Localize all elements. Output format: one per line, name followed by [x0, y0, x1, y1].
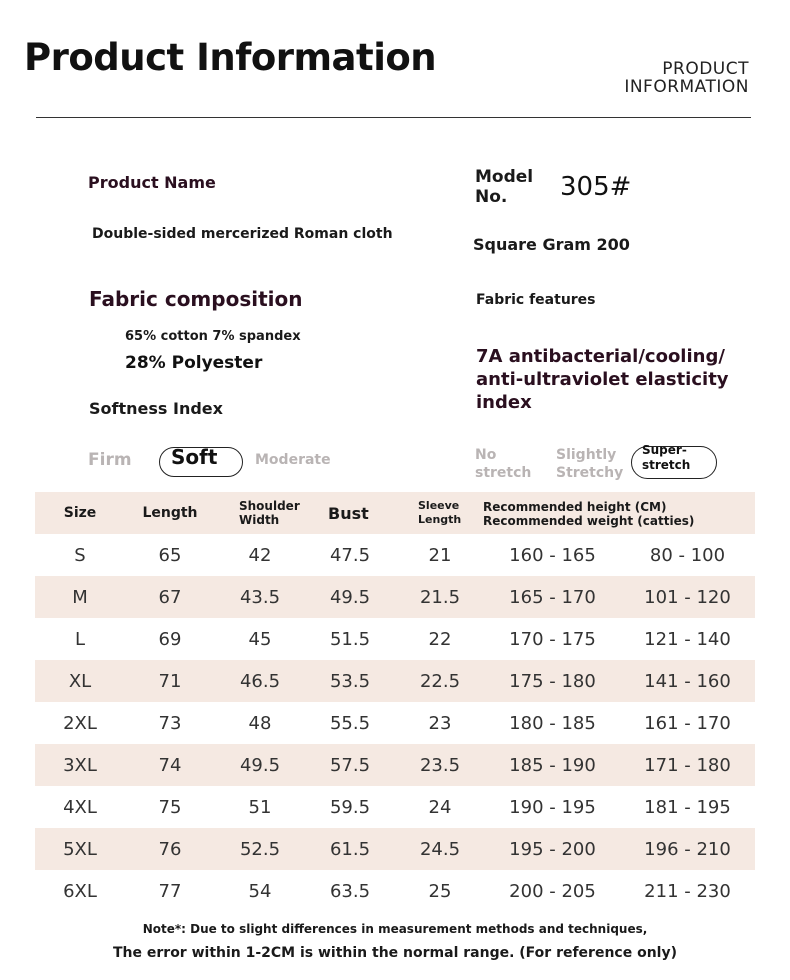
cell-bust: 59.5 [329, 796, 371, 818]
cell-weight: 211 - 230 [644, 880, 731, 902]
cell-shoulder: 54 [248, 880, 272, 902]
cell-shoulder: 51 [248, 796, 272, 818]
cell-sleeve: 24 [428, 796, 452, 818]
header-sleeve-line1: Sleeve [418, 499, 460, 512]
header-shoulder-line2: Width [239, 513, 280, 527]
cell-sleeve: 21 [428, 544, 452, 566]
cell-weight: 80 - 100 [649, 544, 726, 566]
cell-length: 65 [158, 544, 182, 566]
cell-height: 195 - 200 [509, 838, 596, 860]
cell-weight: 181 - 195 [644, 796, 731, 818]
cell-sleeve: 23 [428, 712, 452, 734]
cell-size: M [72, 586, 88, 608]
cell-shoulder: 45 [248, 628, 272, 650]
table-row [35, 828, 755, 870]
model-label-line2: No. [475, 187, 508, 207]
cell-size: S [74, 544, 86, 566]
cell-bust: 55.5 [329, 712, 371, 734]
cell-height: 185 - 190 [509, 754, 596, 776]
table-row [35, 786, 755, 828]
cell-bust: 61.5 [329, 838, 371, 860]
table-row [35, 660, 755, 702]
page-title: Product Information [24, 36, 437, 79]
softness-option-firm: Firm [88, 450, 132, 470]
cell-shoulder: 46.5 [239, 670, 281, 692]
table-row [35, 870, 755, 912]
table-row [35, 744, 755, 786]
cell-shoulder: 49.5 [239, 754, 281, 776]
cell-weight: 141 - 160 [644, 670, 731, 692]
cell-size: L [74, 628, 86, 650]
softness-index-label: Softness Index [89, 399, 223, 418]
fabric-composition-line1: 65% cotton 7% spandex [125, 329, 301, 344]
cell-height: 180 - 185 [509, 712, 596, 734]
header-shoulder-width [215, 492, 305, 534]
note-line2: The error within 1-2CM is within the normal range. (For reference only) [113, 945, 677, 961]
cell-bust: 63.5 [329, 880, 371, 902]
cell-shoulder: 42 [248, 544, 272, 566]
cell-bust: 47.5 [329, 544, 371, 566]
cell-length: 71 [158, 670, 182, 692]
header-sleeve-line2: Length [418, 513, 462, 526]
model-number-label [475, 167, 533, 207]
cell-sleeve: 25 [428, 880, 452, 902]
cell-weight: 171 - 180 [644, 754, 731, 776]
cell-weight: 196 - 210 [644, 838, 731, 860]
cell-sleeve: 23.5 [419, 754, 461, 776]
cell-shoulder: 52.5 [239, 838, 281, 860]
title-en-line1: PRODUCT [662, 59, 749, 79]
fabric-composition-label: Fabric composition [89, 287, 303, 311]
cell-length: 73 [158, 712, 182, 734]
cell-sleeve: 24.5 [419, 838, 461, 860]
cell-size: 6XL [63, 880, 97, 902]
header-sleeve-length [395, 492, 485, 534]
fabric-features-value: 7A antibacterial/cooling/ anti-ultraviolet elasticity index [476, 346, 729, 413]
cell-height: 175 - 180 [509, 670, 596, 692]
header-length: Length [142, 505, 198, 521]
cell-size: XL [68, 670, 92, 692]
product-name-label: Product Name [88, 173, 216, 192]
header-recommended: Recommended height (CM) Recommended weight (catties) [483, 500, 695, 528]
cell-height: 190 - 195 [509, 796, 596, 818]
cell-weight: 161 - 170 [644, 712, 731, 734]
table-header-row [35, 492, 755, 534]
stretch-none-line2: stretch [475, 465, 532, 481]
table-body [35, 534, 755, 912]
stretch-slight-line1: Slightly [556, 447, 617, 463]
cell-size: 2XL [63, 712, 97, 734]
softness-option-soft: Soft [171, 445, 218, 469]
cell-sleeve: 22 [428, 628, 452, 650]
fabric-composition-line2: 28% Polyester [125, 353, 263, 373]
cell-weight: 101 - 120 [644, 586, 731, 608]
cell-size: 5XL [63, 838, 97, 860]
table-row [35, 576, 755, 618]
stretch-option-none [475, 446, 531, 482]
cell-bust: 53.5 [329, 670, 371, 692]
header-shoulder-line1: Shoulder [239, 499, 300, 513]
product-name-value: Double-sided mercerized Roman cloth [92, 226, 393, 242]
table-row [35, 534, 755, 576]
cell-shoulder: 43.5 [239, 586, 281, 608]
stretch-super-line2: stretch [642, 458, 691, 472]
cell-height: 170 - 175 [509, 628, 596, 650]
stretch-none-line1: No [475, 447, 497, 463]
cell-weight: 121 - 140 [644, 628, 731, 650]
softness-option-moderate: Moderate [255, 452, 331, 468]
cell-size: 4XL [63, 796, 97, 818]
cell-sleeve: 22.5 [419, 670, 461, 692]
cell-length: 77 [158, 880, 182, 902]
header-size: Size [63, 505, 97, 521]
size-chart-table [35, 492, 755, 912]
model-label-line1: Model [475, 167, 534, 187]
title-divider [36, 117, 751, 118]
note-line1: Note*: Due to slight differences in measurement methods and techniques, [142, 922, 648, 936]
cell-bust: 49.5 [329, 586, 371, 608]
stretch-super-line1: Super- [642, 443, 687, 457]
cell-length: 75 [158, 796, 182, 818]
table-row [35, 618, 755, 660]
model-number-value: 305# [560, 172, 632, 202]
cell-height: 165 - 170 [509, 586, 596, 608]
cell-bust: 57.5 [329, 754, 371, 776]
stretch-option-slight [556, 446, 623, 482]
cell-bust: 51.5 [329, 628, 371, 650]
table-row [35, 702, 755, 744]
cell-shoulder: 48 [248, 712, 272, 734]
stretch-slight-line2: Stretchy [556, 465, 624, 481]
cell-length: 74 [158, 754, 182, 776]
cell-height: 160 - 165 [509, 544, 596, 566]
stretch-option-super [642, 443, 690, 473]
cell-length: 67 [158, 586, 182, 608]
fabric-weight-value: Square Gram 200 [473, 235, 630, 254]
title-en-line2: INFORMATION [624, 77, 749, 97]
cell-height: 200 - 205 [509, 880, 596, 902]
cell-length: 69 [158, 628, 182, 650]
cell-length: 76 [158, 838, 182, 860]
fabric-features-label: Fabric features [476, 292, 596, 308]
cell-sleeve: 21.5 [419, 586, 461, 608]
header-bust: Bust [328, 503, 369, 523]
page-title-english [624, 60, 749, 96]
cell-size: 3XL [63, 754, 97, 776]
